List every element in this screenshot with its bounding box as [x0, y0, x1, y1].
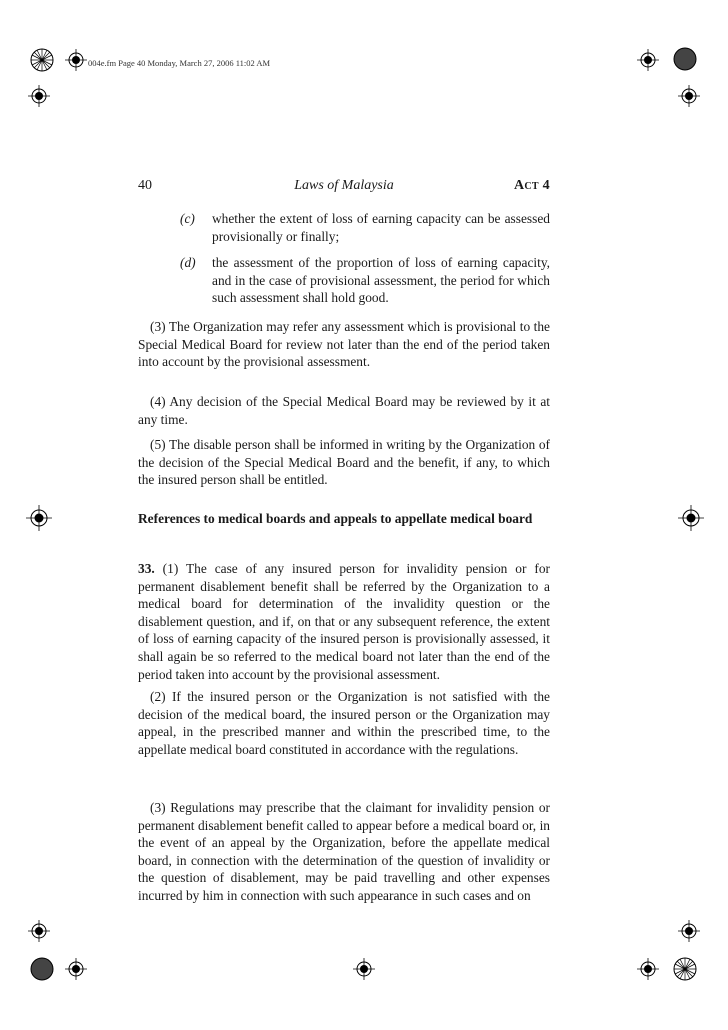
registration-mark-icon [353, 958, 375, 980]
registration-mark-icon [26, 505, 52, 531]
paragraph-5: (5) The disable person shall be informed in writing by the Organization of the decision of the Special Medical Board and the benefit, if any, to which the insured person shall be entitled. [138, 437, 550, 488]
starburst-mark-icon [673, 957, 697, 981]
item-label: (d) [180, 255, 196, 270]
page-number: 40 [138, 178, 152, 193]
item-text: the assessment of the proportion of loss of earning capacity, and in the case of provisional assessment, the period for which such assessment shall hold good. [212, 255, 550, 306]
registration-mark-icon [637, 958, 659, 980]
section-heading: References to medical boards and appeals to appellate medical board [138, 511, 533, 526]
registration-mark-icon [678, 85, 700, 107]
registration-mark-icon [678, 920, 700, 942]
section-33-paragraph-1 [138, 560, 550, 683]
section-33-paragraph-2: (2) If the insured person or the Organization is not satisfied with the decision of the medical board, the insured person or the Organization may appeal, in the prescribed manner and within the prescribed time, to the appellate medical board constituted in accordance with the regulations. [138, 689, 550, 757]
section-number: 33. [138, 561, 155, 576]
registration-mark-icon [28, 85, 50, 107]
running-title: Laws of Malaysia [294, 178, 394, 193]
registration-mark-icon [65, 958, 87, 980]
list-item-c [180, 210, 550, 245]
printer-slug-line: 004e.fm Page 40 Monday, March 27, 2006 11:02 AM [88, 58, 271, 68]
solid-disc-mark-icon [673, 47, 697, 71]
item-text: whether the extent of loss of earning capacity can be assessed provisionally or finally; [212, 211, 550, 244]
section-33-paragraph-3: (3) Regulations may prescribe that the claimant for invalidity pension or permanent disablement benefit called to appear before a medical board or, in the event of an appeal by the Organization, before the appellate medical board, in connection with the determination of the question of invalidity or the question of disablement, may be paid travelling and other expenses incurred by him in connection with such appearance in such cases and on [138, 800, 550, 903]
item-label: (c) [180, 211, 195, 226]
solid-disc-mark-icon [30, 957, 54, 981]
registration-mark-icon [637, 49, 659, 71]
paragraph-4: (4) Any decision of the Special Medical Board may be reviewed by it at any time. [138, 394, 550, 427]
registration-mark-icon [678, 505, 704, 531]
act-number: Act 4 [513, 178, 550, 193]
list-item-d [180, 254, 550, 307]
paragraph-3: (3) The Organization may refer any assessment which is provisional to the Special Medical Board for review not later than the end of the period taken into account by the provisional assessment. [138, 319, 550, 370]
registration-mark-icon [65, 49, 87, 71]
section-33-text: (1) The case of any insured person for invalidity pension or for permanent disablement benefit shall be referred by the Organization to a medical board for determination of the invalidity question or the disablement question, and if, on that or any subsequent reference, the extent of loss of earning capacity of the insured person is provisionally assessed, it shall again be so referred to the medical board not later than the end of the period taken into account by the provisional assessment. [138, 561, 550, 682]
running-header [138, 178, 550, 198]
registration-mark-icon [28, 920, 50, 942]
starburst-mark-icon [30, 48, 54, 72]
